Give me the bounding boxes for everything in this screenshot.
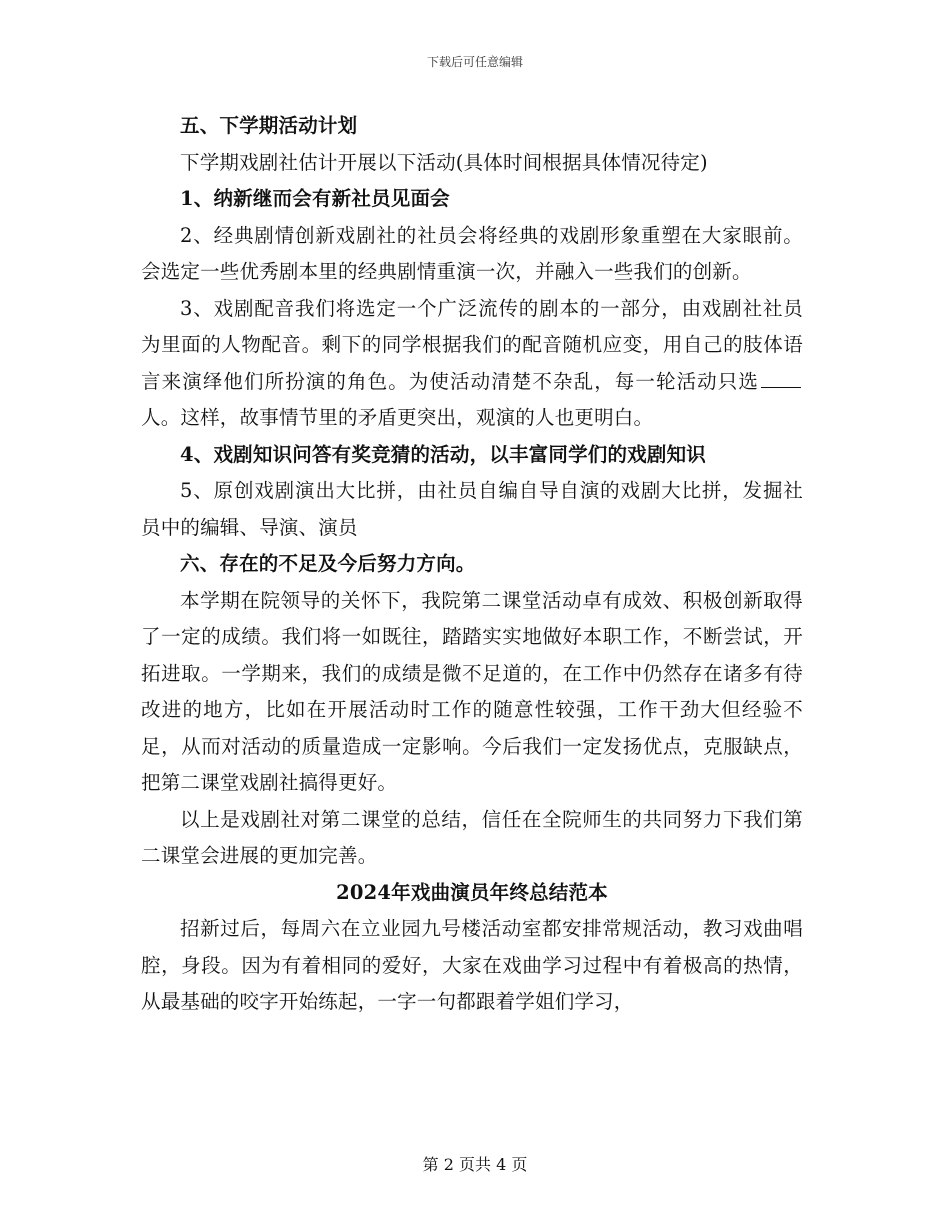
page-footer: 第 2 页共 4 页 — [422, 1155, 528, 1174]
page-header-note: 下载后可任意编辑 — [426, 55, 523, 69]
plan-item-3-part-1: 3、戏剧配音我们将选定一个广泛流传的剧本的一部分，由戏剧社社员为里面的人物配音。剩下的同学根据我们的配音随机应变，用自己的肢体语言来演绎他们所扮演的角色。为使活动清楚不杂乱，每一轮活动只选 — [141, 296, 803, 393]
document-body — [141, 108, 803, 1021]
next-document-paragraph: 招新过后，每周六在立业园九号楼活动室都安排常规活动，教习戏曲唱腔，身段。因为有着相同的爱好，大家在戏曲学习过程中有着极高的热情，从最基础的咬字开始练起，一字一句都跟着学姐们学习， — [141, 917, 803, 1013]
plan-item-1: 1、纳新继而会有新社员见面会 — [180, 187, 450, 210]
section-heading-plan: 五、下学期活动计划 — [180, 114, 358, 137]
plan-item-2: 2、经典剧情创新戏剧社的社员会将经典的戏剧形象重塑在大家眼前。会选定一些优秀剧本里的经典剧情重演一次，并融入一些我们的创新。 — [141, 223, 803, 283]
fill-in-blank — [761, 367, 801, 388]
plan-intro: 下学期戏剧社估计开展以下活动(具体时间根据具体情况待定) — [180, 150, 708, 174]
shortcomings-paragraph: 本学期在院领导的关怀下，我院第二课堂活动卓有成效、积极创新取得了一定的成绩。我们将一如既往，踏踏实实地做好本职工作，不断尝试，开拓进取。一学期来，我们的成绩是微不足道的，在工作中仍然存在诸多有待改进的地方，比如在开展活动时工作的随意性较强，工作干劲大但经验不足，从而对活动的质量造成一定影响。今后我们一定发扬优点，克服缺点，把第二课堂戏剧社搞得更好。 — [141, 588, 803, 794]
plan-item-5: 5、原创戏剧演出大比拼，由社员自编自导自演的戏剧大比拼，发掘社员中的编辑、导演、演员 — [141, 479, 803, 539]
plan-item-4: 4、戏剧知识问答有奖竞猜的活动，以丰富同学们的戏剧知识 — [180, 442, 706, 466]
plan-item-3 — [141, 291, 803, 437]
section-heading-shortcomings: 六、存在的不足及今后努力方向。 — [180, 552, 476, 575]
plan-item-3-part-2: 人。这样，故事情节里的矛盾更突出，观演的人也更明白。 — [141, 406, 654, 429]
next-document-title: 2024年戏曲演员年终总结范本 — [336, 880, 608, 904]
closing-paragraph: 以上是戏剧社对第二课堂的总结，信任在全院师生的共同努力下我们第二课堂会进展的更加完善。 — [141, 807, 803, 867]
